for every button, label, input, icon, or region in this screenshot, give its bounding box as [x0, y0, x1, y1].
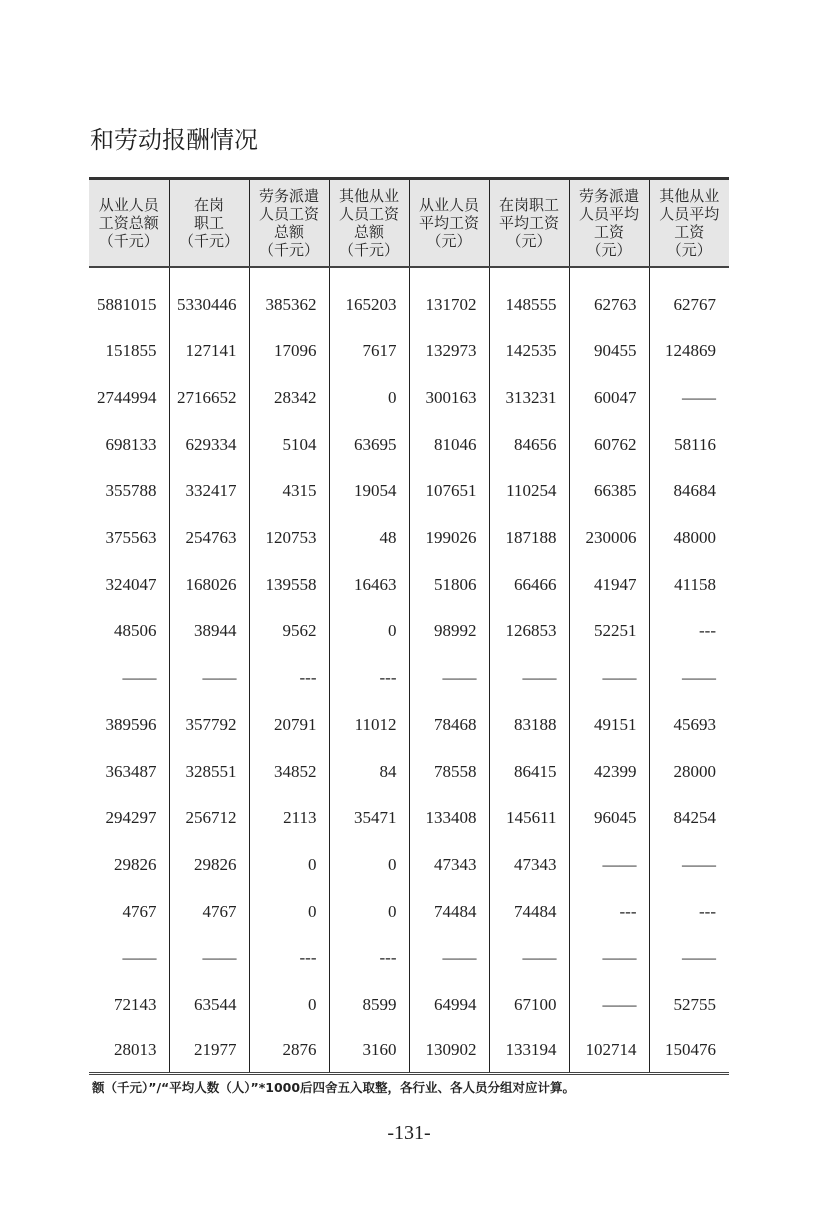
table-cell: 29826 — [169, 842, 249, 889]
table-cell: 254763 — [169, 515, 249, 562]
table-cell: 28013 — [89, 1028, 169, 1074]
table-cell: 256712 — [169, 795, 249, 842]
column-header-line: 总额 — [353, 223, 384, 241]
table-cell: 230006 — [569, 515, 649, 562]
table-cell: 357792 — [169, 702, 249, 749]
table-cell: 2744994 — [89, 375, 169, 422]
table-row — [89, 1028, 729, 1074]
table-cell: 35471 — [329, 795, 409, 842]
table-cell: 328551 — [169, 748, 249, 795]
table-row — [89, 608, 729, 655]
table-cell: 21977 — [169, 1028, 249, 1074]
table-cell: 130902 — [409, 1028, 489, 1074]
table-cell: 48000 — [649, 515, 729, 562]
table-cell: --- — [249, 935, 329, 982]
table-cell: 375563 — [89, 515, 169, 562]
column-header-line: （千元） — [98, 232, 159, 250]
section-title: 和劳动报酬情况 — [90, 126, 258, 154]
table-cell: 4767 — [89, 888, 169, 935]
column-header-line: 职工 — [193, 214, 224, 232]
table-cell: —— — [409, 655, 489, 702]
table-cell: 41158 — [649, 561, 729, 608]
table-cell: 96045 — [569, 795, 649, 842]
table-cell: —— — [489, 655, 569, 702]
table-cell: 58116 — [649, 421, 729, 468]
table-cell: 324047 — [89, 561, 169, 608]
column-header — [329, 179, 409, 268]
column-header-line: 平均工资 — [418, 214, 479, 232]
column-header-line: 人员工资 — [258, 205, 319, 223]
table-cell: 7617 — [329, 328, 409, 375]
table-cell: —— — [649, 935, 729, 982]
table-cell: 148555 — [489, 267, 569, 328]
table-row — [89, 561, 729, 608]
table-cell: 5881015 — [89, 267, 169, 328]
table-cell: 78468 — [409, 702, 489, 749]
table-cell: 0 — [249, 888, 329, 935]
table-cell: 48506 — [89, 608, 169, 655]
table-cell: 0 — [329, 842, 409, 889]
column-header-line: 其他从业 — [659, 187, 720, 205]
header-row — [89, 179, 729, 268]
table-cell: 81046 — [409, 421, 489, 468]
table-cell: 168026 — [169, 561, 249, 608]
table-row — [89, 655, 729, 702]
table-cell: 187188 — [489, 515, 569, 562]
table-cell: 78558 — [409, 748, 489, 795]
table-cell: 3160 — [329, 1028, 409, 1074]
table-cell: 16463 — [329, 561, 409, 608]
table-header — [89, 179, 729, 268]
table-cell: 45693 — [649, 702, 729, 749]
footnote: 额（千元）”/“平均人数（人）”*1000后四舍五入取整，各行业、各人员分组对应计算。 — [92, 1080, 576, 1095]
column-header — [169, 179, 249, 268]
table-cell: 60762 — [569, 421, 649, 468]
table-cell: 139558 — [249, 561, 329, 608]
table-cell: —— — [649, 375, 729, 422]
table-row — [89, 421, 729, 468]
table-cell: —— — [649, 842, 729, 889]
table-cell: 63695 — [329, 421, 409, 468]
table-cell: 124869 — [649, 328, 729, 375]
table-cell: —— — [169, 935, 249, 982]
column-header-line: 在岗 — [193, 196, 224, 214]
table-cell: 150476 — [649, 1028, 729, 1074]
table-cell: 5104 — [249, 421, 329, 468]
table-cell: —— — [569, 982, 649, 1029]
column-header-line: （元） — [586, 241, 632, 259]
table-cell: 389596 — [89, 702, 169, 749]
table-cell: 142535 — [489, 328, 569, 375]
table-cell: 90455 — [569, 328, 649, 375]
column-header-line: 人员平均 — [659, 205, 720, 223]
table-cell: —— — [489, 935, 569, 982]
table-cell: —— — [169, 655, 249, 702]
table-cell: 131702 — [409, 267, 489, 328]
table-cell: 165203 — [329, 267, 409, 328]
table-cell: 127141 — [169, 328, 249, 375]
table-cell: —— — [569, 935, 649, 982]
table-cell: 98992 — [409, 608, 489, 655]
table-cell: 132973 — [409, 328, 489, 375]
table-row — [89, 795, 729, 842]
column-header — [89, 179, 169, 268]
table-row — [89, 468, 729, 515]
table-cell: 42399 — [569, 748, 649, 795]
table-cell: 64994 — [409, 982, 489, 1029]
table-cell: 385362 — [249, 267, 329, 328]
column-header-line: 劳务派遣 — [578, 187, 639, 205]
table-cell: 126853 — [489, 608, 569, 655]
table-cell: 28000 — [649, 748, 729, 795]
table-cell: —— — [409, 935, 489, 982]
table-cell: 52755 — [649, 982, 729, 1029]
table-cell: --- — [649, 888, 729, 935]
table-row — [89, 267, 729, 328]
table-cell: 67100 — [489, 982, 569, 1029]
table-cell: 363487 — [89, 748, 169, 795]
table-row — [89, 982, 729, 1029]
table-cell: --- — [329, 935, 409, 982]
table-cell: 62763 — [569, 267, 649, 328]
table-body — [89, 267, 729, 1074]
table-row — [89, 515, 729, 562]
table-cell: 47343 — [409, 842, 489, 889]
table-cell: 48 — [329, 515, 409, 562]
table-cell: 0 — [329, 888, 409, 935]
table-cell: 20791 — [249, 702, 329, 749]
table-cell: 133408 — [409, 795, 489, 842]
column-header — [409, 179, 489, 268]
table-cell: 0 — [329, 375, 409, 422]
column-header-line: 从业人员 — [98, 196, 159, 214]
table-row — [89, 375, 729, 422]
page-number: -131- — [387, 1122, 431, 1144]
table-row — [89, 888, 729, 935]
table-cell: 5330446 — [169, 267, 249, 328]
table-cell: 9562 — [249, 608, 329, 655]
table-row — [89, 935, 729, 982]
table-cell: 74484 — [409, 888, 489, 935]
column-header — [649, 179, 729, 268]
table-row — [89, 748, 729, 795]
table-row — [89, 702, 729, 749]
table-cell: 2113 — [249, 795, 329, 842]
column-header — [489, 179, 569, 268]
table-cell: 0 — [249, 842, 329, 889]
table-cell: 0 — [249, 982, 329, 1029]
table-cell: --- — [249, 655, 329, 702]
column-header-line: （元） — [666, 241, 712, 259]
table-cell: 2716652 — [169, 375, 249, 422]
table-cell: 84254 — [649, 795, 729, 842]
table-cell: 86415 — [489, 748, 569, 795]
table-row — [89, 328, 729, 375]
table-cell: 294297 — [89, 795, 169, 842]
table-cell: 49151 — [569, 702, 649, 749]
column-header-line: 劳务派遣 — [258, 187, 319, 205]
table-cell: --- — [329, 655, 409, 702]
column-header-line: 人员工资 — [338, 205, 399, 223]
table-cell: 28342 — [249, 375, 329, 422]
table-cell: 133194 — [489, 1028, 569, 1074]
table-cell: 145611 — [489, 795, 569, 842]
table-cell: 4315 — [249, 468, 329, 515]
table-cell: 120753 — [249, 515, 329, 562]
column-header-line: （千元） — [338, 241, 399, 259]
table-cell: 62767 — [649, 267, 729, 328]
table-cell: 300163 — [409, 375, 489, 422]
table-cell: 38944 — [169, 608, 249, 655]
table-cell: 8599 — [329, 982, 409, 1029]
table-cell: —— — [89, 935, 169, 982]
table-cell: 34852 — [249, 748, 329, 795]
column-header — [249, 179, 329, 268]
table-cell: 332417 — [169, 468, 249, 515]
table-cell: —— — [649, 655, 729, 702]
column-header-line: 工资 — [593, 223, 624, 241]
column-header-line: 其他从业 — [338, 187, 399, 205]
column-header-line: （千元） — [178, 232, 239, 250]
table-cell: 19054 — [329, 468, 409, 515]
table-cell: —— — [569, 655, 649, 702]
table-cell: 52251 — [569, 608, 649, 655]
table-cell: 83188 — [489, 702, 569, 749]
table-cell: 51806 — [409, 561, 489, 608]
column-header-line: （千元） — [258, 241, 319, 259]
table-cell: 29826 — [89, 842, 169, 889]
table-cell: 102714 — [569, 1028, 649, 1074]
table-cell: 47343 — [489, 842, 569, 889]
table-cell: --- — [649, 608, 729, 655]
table-cell: 41947 — [569, 561, 649, 608]
table-cell: 151855 — [89, 328, 169, 375]
column-header-line: 工资 — [674, 223, 705, 241]
table-cell: 60047 — [569, 375, 649, 422]
wage-table — [89, 177, 729, 1075]
column-header-line: （元） — [506, 232, 552, 250]
table-row — [89, 842, 729, 889]
column-header-line: 在岗职工 — [498, 196, 559, 214]
table-cell: 629334 — [169, 421, 249, 468]
table-cell: 355788 — [89, 468, 169, 515]
table-cell: 84 — [329, 748, 409, 795]
table-cell: —— — [569, 842, 649, 889]
table-cell: 72143 — [89, 982, 169, 1029]
column-header-line: 从业人员 — [418, 196, 479, 214]
table-cell: 17096 — [249, 328, 329, 375]
table-cell: 0 — [329, 608, 409, 655]
table-cell: 84684 — [649, 468, 729, 515]
table-cell: 107651 — [409, 468, 489, 515]
table-cell: 313231 — [489, 375, 569, 422]
table-cell: 84656 — [489, 421, 569, 468]
table-cell: 66385 — [569, 468, 649, 515]
column-header-line: 人员平均 — [578, 205, 639, 223]
table-cell: --- — [569, 888, 649, 935]
table-cell: 698133 — [89, 421, 169, 468]
column-header-line: （元） — [426, 232, 472, 250]
column-header — [569, 179, 649, 268]
table-cell: 74484 — [489, 888, 569, 935]
column-header-line: 工资总额 — [98, 214, 159, 232]
table-cell: —— — [89, 655, 169, 702]
table-cell: 2876 — [249, 1028, 329, 1074]
table-cell: 110254 — [489, 468, 569, 515]
table-cell: 11012 — [329, 702, 409, 749]
table-cell: 66466 — [489, 561, 569, 608]
column-header-line: 总额 — [273, 223, 304, 241]
table-cell: 199026 — [409, 515, 489, 562]
table-cell: 63544 — [169, 982, 249, 1029]
column-header-line: 平均工资 — [498, 214, 559, 232]
table-cell: 4767 — [169, 888, 249, 935]
